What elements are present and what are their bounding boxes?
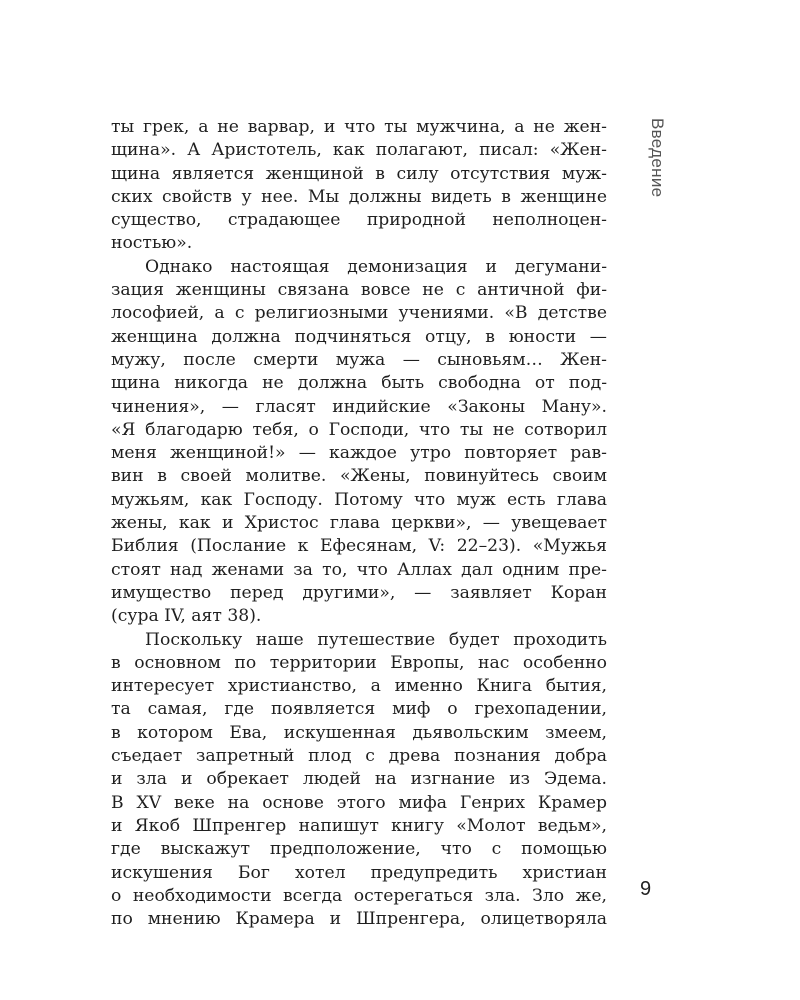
- text-line: ских свойств у нее. Мы должны видеть в женщине: [111, 186, 607, 207]
- text-line: щина является женщиной в силу отсутствия муж-: [111, 163, 607, 184]
- text-line: и Якоб Шпренгер напишут книгу «Молот ведьм»,: [111, 815, 607, 836]
- text-line: имущество перед другими», — заявляет Коран: [111, 582, 607, 603]
- text-line: лософией, а с религиозными учениями. «В детстве: [111, 303, 607, 324]
- text-line: щина». А Аристотель, как полагают, писал: «Жен-: [111, 140, 607, 161]
- text-line: где выскажут предположение, что с помощью: [111, 839, 607, 860]
- text-line: Поскольку наше путешествие будет проходить: [145, 629, 607, 650]
- text-line: в основном по территории Европы, нас особенно: [111, 652, 607, 673]
- text-line: «Я благодарю тебя, о Господи, что ты не сотворил: [111, 419, 607, 440]
- text-line: ностью».: [111, 233, 193, 254]
- text-line: мужу, после смерти мужа — сыновьям… Жен-: [111, 349, 607, 370]
- text-line: по мнению Крамера и Шпренгера, олицетворяла: [111, 909, 607, 930]
- text-line: (сура IV, аят 38).: [111, 606, 262, 627]
- text-line: женщина должна подчиняться отцу, в юности —: [111, 326, 607, 347]
- text-line: Библия (Послание к Ефесянам, V: 22–23). «Мужья: [111, 536, 607, 557]
- text-line: существо, страдающее природной неполноцен-: [111, 210, 607, 231]
- body-text: [111, 116, 607, 931]
- text-line: меня женщиной!» — каждое утро повторяет рав-: [111, 443, 607, 464]
- page-number: 9: [640, 878, 652, 900]
- text-line: в котором Ева, искушенная дьявольским змеем,: [111, 722, 607, 743]
- text-line: вин в своей молитве. «Жены, повинуйтесь своим: [111, 466, 607, 487]
- text-line: зация женщины связана вовсе не с античной фи-: [111, 280, 607, 301]
- text-line: В XV веке на основе этого мифа Генрих Крамер: [111, 792, 607, 813]
- text-line: о необходимости всегда остерегаться зла. Зло же,: [111, 885, 607, 906]
- text-line: та самая, где появляется миф о грехопадении,: [111, 699, 607, 720]
- text-line: мужьям, как Господу. Потому что муж есть глава: [111, 489, 607, 510]
- text-line: жены, как и Христос глава церкви», — увещевает: [111, 513, 607, 534]
- text-line: интересует христианство, а именно Книга бытия,: [111, 676, 607, 697]
- text-line: Однако настоящая демонизация и дегумани-: [145, 256, 607, 277]
- text-line: и зла и обрекает людей на изгнание из Эдема.: [111, 769, 607, 790]
- text-line: стоят над женами за то, что Аллах дал одним пре-: [111, 559, 607, 580]
- text-line: щина никогда не должна быть свободна от под-: [111, 373, 607, 394]
- running-head: Введение: [648, 118, 667, 198]
- text-line: ты грек, а не варвар, и что ты мужчина, а не жен-: [111, 117, 607, 137]
- text-line: чинения», — гласят индийские «Законы Ману».: [111, 396, 607, 417]
- text-line: съедает запретный плод с древа познания добра: [111, 746, 607, 767]
- text-line: искушения Бог хотел предупредить христиан: [111, 862, 607, 883]
